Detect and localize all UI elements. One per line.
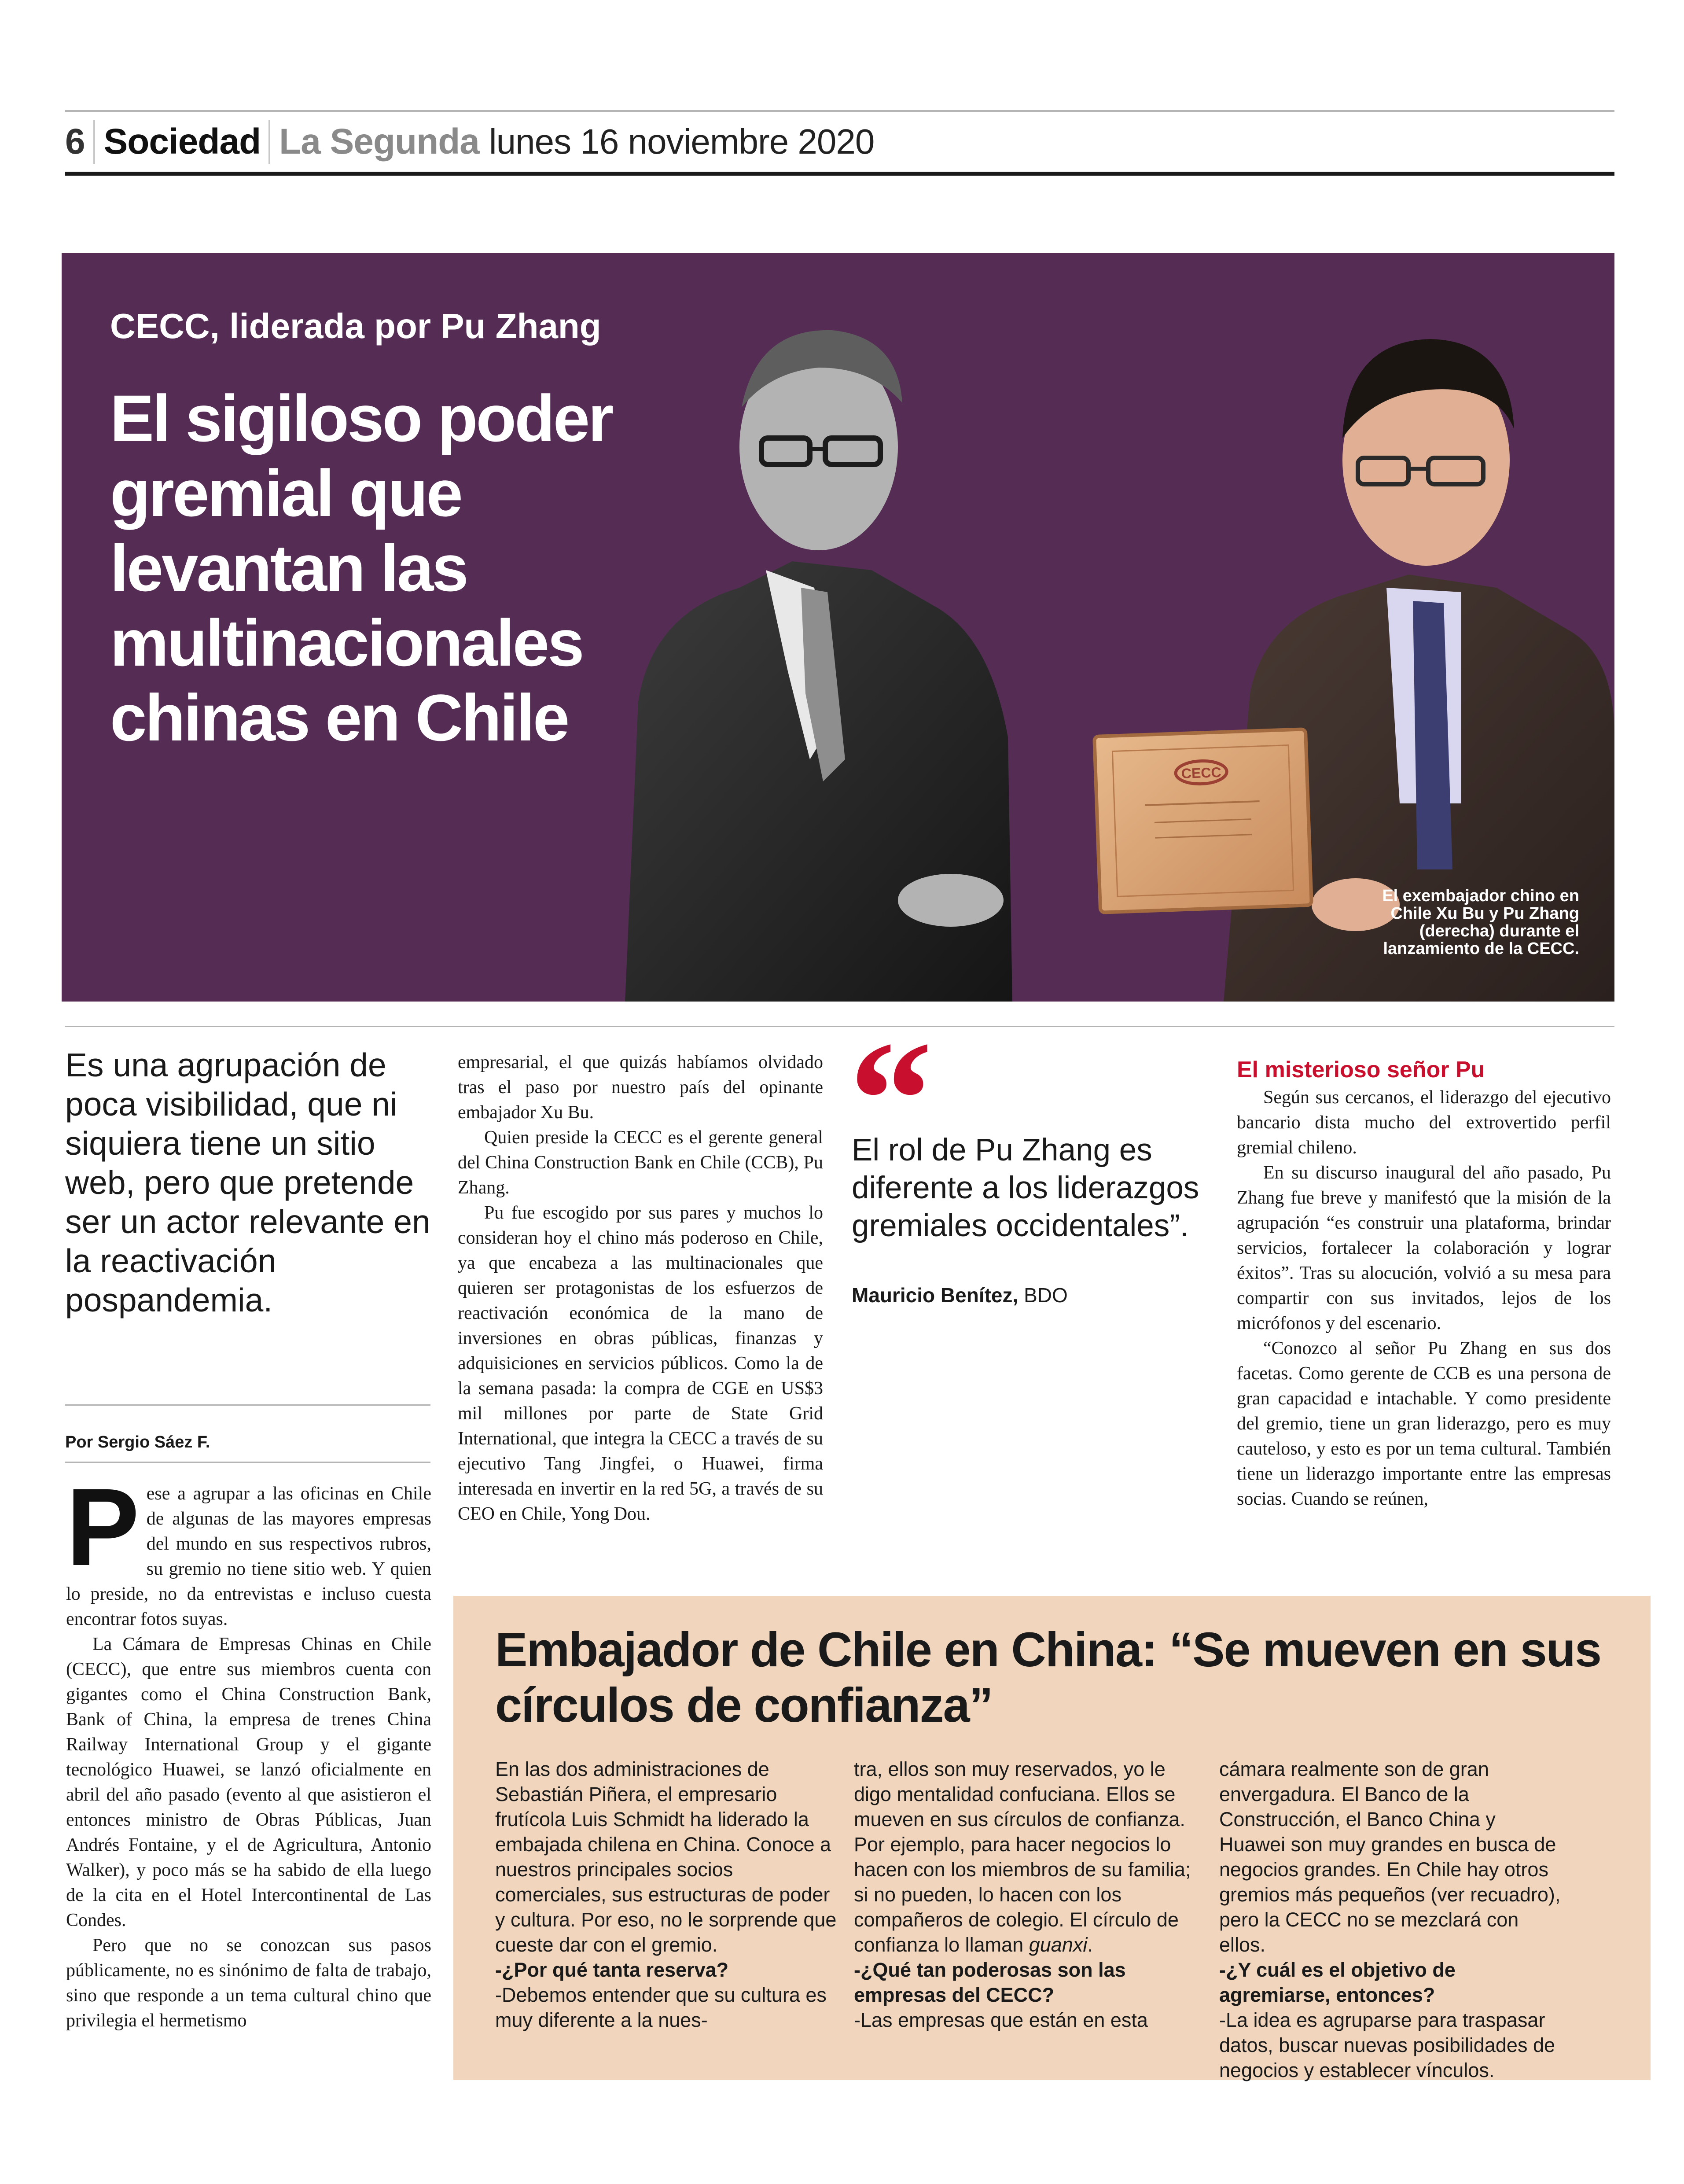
lede: Es una agrupación de poca visibilidad, que ni siquiera tiene un sitio web, pero que pretende ser un actor relevante en la reactivación pospandemia.	[65, 1046, 430, 1319]
article-paragraph: Quien preside la CECC es el gerente general del China Construction Bank en Chile (CCB), Pu Zhang.	[458, 1127, 823, 1198]
interview-answer: -Debemos entender que su cultura es muy diferente a la nues-	[495, 1984, 827, 2031]
kicker: CECC, liderada por Pu Zhang	[110, 306, 601, 346]
interview-question: -¿Por qué tanta reserva?	[495, 1959, 729, 1981]
newspaper-name: La Segunda	[279, 122, 479, 162]
article-column-2	[458, 1050, 823, 1527]
quote-org: BDO	[1018, 1284, 1068, 1307]
interview-box	[453, 1596, 1651, 2080]
quote-author: Mauricio Benítez,	[852, 1284, 1018, 1307]
headline: El sigiloso poder gremial que levantan las multinacionales chinas en Chile	[110, 381, 612, 755]
award-plaque	[1094, 729, 1312, 913]
article-column-4	[1237, 1085, 1611, 1512]
article-column-1	[66, 1466, 431, 2033]
interview-answer: -La idea es agruparse para traspasar datos, buscar nuevas posibilidades de negocios y establecer vínculos.	[1219, 2009, 1555, 2081]
byline-bottom-rule	[65, 1462, 430, 1463]
box-paragraph: En las dos administraciones de Sebastián Piñera, el empresario frutícola Luis Schmidt ha liderado la embajada chilena en China. Conoce a nuestros principales socios comerciales, sus estructuras de poder y cultura. Por eso, no le sorprende que cueste dar con el gremio.	[495, 1758, 837, 1956]
box-paragraph: tra, ellos son muy reservados, yo le digo mentalidad confuciana. Ellos se mueven en sus círculos de confianza. Por ejemplo, para hacer negocios lo hacen con los miembros de su familia; si no pueden, lo hacen con los compañeros de colegio. El círculo de confianza lo llaman guanxi.	[854, 1758, 1191, 1956]
box-title	[495, 1622, 1618, 1733]
box-column-3	[1219, 1757, 1567, 2083]
page-number: 6	[65, 122, 85, 162]
box-paragraph: cámara realmente son de gran envergadura. El Banco de la Construcción, el Banco China y Huawei son muy grandes en busca de negocios grandes. En Chile hay otros gremios más pequeños (ver recuadro), pero la CECC no se mezclará con ellos.	[1219, 1758, 1561, 1956]
article-paragraph: Según sus cercanos, el liderazgo del ejecutivo bancario dista mucho del extrovertido perfil gremial chileno.	[1237, 1087, 1611, 1158]
issue-date: lunes 16 noviembre 2020	[489, 122, 875, 161]
pull-quote: El rol de Pu Zhang es diferente a los liderazgos gremiales occidentales”.	[852, 1133, 1199, 1243]
page-header	[65, 114, 874, 170]
article-paragraph: En su discurso inaugural del año pasado, Pu Zhang fue breve y manifestó que la misión de la agrupación “es construir una plataforma, brindar servicios, fortalecer la colaboración y lograr éxitos”. Tras su alocución, volvió a su mesa para compartir con sus invitados, lejos de los micrófonos y del escenario.	[1237, 1163, 1611, 1333]
article-paragraph: “Conozco al señor Pu Zhang en sus dos facetas. Como gerente de CCB es una persona de gran capacidad e intachable. Y como presidente del gremio, tiene un gran liderazgo, pero es muy cauteloso, y esto es por un tema cultural. También tiene un liderazgo importante entre las empresas socias. Cuando se reúnen,	[1237, 1338, 1611, 1509]
header-divider	[93, 120, 95, 164]
drop-cap: P	[66, 1466, 140, 1588]
svg-text:“: “	[849, 1007, 933, 1192]
photo-caption: El exembajador chino en Chile Xu Bu y Pu Zhang (derecha) durante el lanzamiento de la CECC.	[1382, 887, 1579, 958]
subhead: El misterioso señor Pu	[1237, 1057, 1485, 1083]
byline-top-rule	[65, 1404, 430, 1406]
left-man-hand	[898, 874, 1004, 927]
article-paragraph: ese a agrupar a las oficinas en Chile de algunas de las mayores empresas del mundo en sus respectivos rubros, su gremio no tiene sitio web. Y quien lo preside, no da entrevistas e incluso cuesta encontrar fotos suyas.	[66, 1484, 431, 1629]
article-paragraph: Pero que no se conozcan sus pasos públicamente, no es sinónimo de falta de trabajo, sino que responde a un tema cultural chino que privilegia el hermetismo	[66, 1935, 431, 2031]
quote-attribution	[852, 1283, 1068, 1307]
quote-mark-icon	[849, 1007, 935, 1192]
plaque-logo: CECC	[1181, 764, 1222, 782]
article-paragraph: empresarial, el que quizás habíamos olvidado tras el paso por nuestro país del opinante embajador Xu Bu.	[458, 1052, 823, 1123]
article-paragraph: La Cámara de Empresas Chinas en Chile (CECC), que entre sus miembros cuenta con gigantes como el China Construction Bank, Bank of China, la empresa de trenes China Railway International Group y el gigante tecnológico Huawei, se lanzó oficialmente en abril del año pasado (evento al que asistieron el entonces ministro de Obras Públicas, Juan Andrés Fontaine, y el de Agricultura, Antonio Walker), y poco más se ha sabido de ella luego de la cita en el Hotel Intercontinental de Las Condes.	[66, 1634, 431, 1930]
section-rule	[65, 1026, 1614, 1027]
interview-answer: -Las empresas que están en esta	[854, 2009, 1148, 2031]
header-divider	[268, 120, 270, 164]
box-column-2	[854, 1757, 1202, 2033]
header-top-rule	[65, 110, 1614, 112]
byline: Por Sergio Sáez F.	[65, 1433, 210, 1451]
box-column-1	[495, 1757, 843, 2033]
interview-question: -¿Qué tan poderosas son las empresas del CECC?	[854, 1959, 1126, 2006]
italic-term: guanxi	[1029, 1934, 1088, 1956]
hero-banner	[62, 253, 1614, 1002]
box-title-bold: Embajador de Chile en China:	[495, 1623, 1157, 1677]
article-paragraph: Pu fue escogido por sus pares y muchos lo consideran hoy el chino más poderoso en Chile, ya que encabeza a las multinacionales que quieren ser protagonistas de los esfuerzos de reactivación económica de la mano de inversiones en obras públicas, finanzas y adquisiciones en servicios públicos. Como la de la semana pasada: la compra de CGE en US$3 mil millones por parte de State Grid International, que integra la CECC a través de su ejecutivo Tang Jingfei, o Huawei, firma interesada en invertir en la red 5G, a través de su CEO en Chile, Yong Dou.	[458, 1203, 823, 1524]
interview-question: -¿Y cuál es el objetivo de agremiarse, entonces?	[1219, 1959, 1456, 2006]
section-name: Sociedad	[103, 122, 261, 162]
box-title-rest: “Se mueven en sus círculos de confianza”	[495, 1623, 1601, 1732]
header-bottom-rule	[65, 172, 1614, 176]
